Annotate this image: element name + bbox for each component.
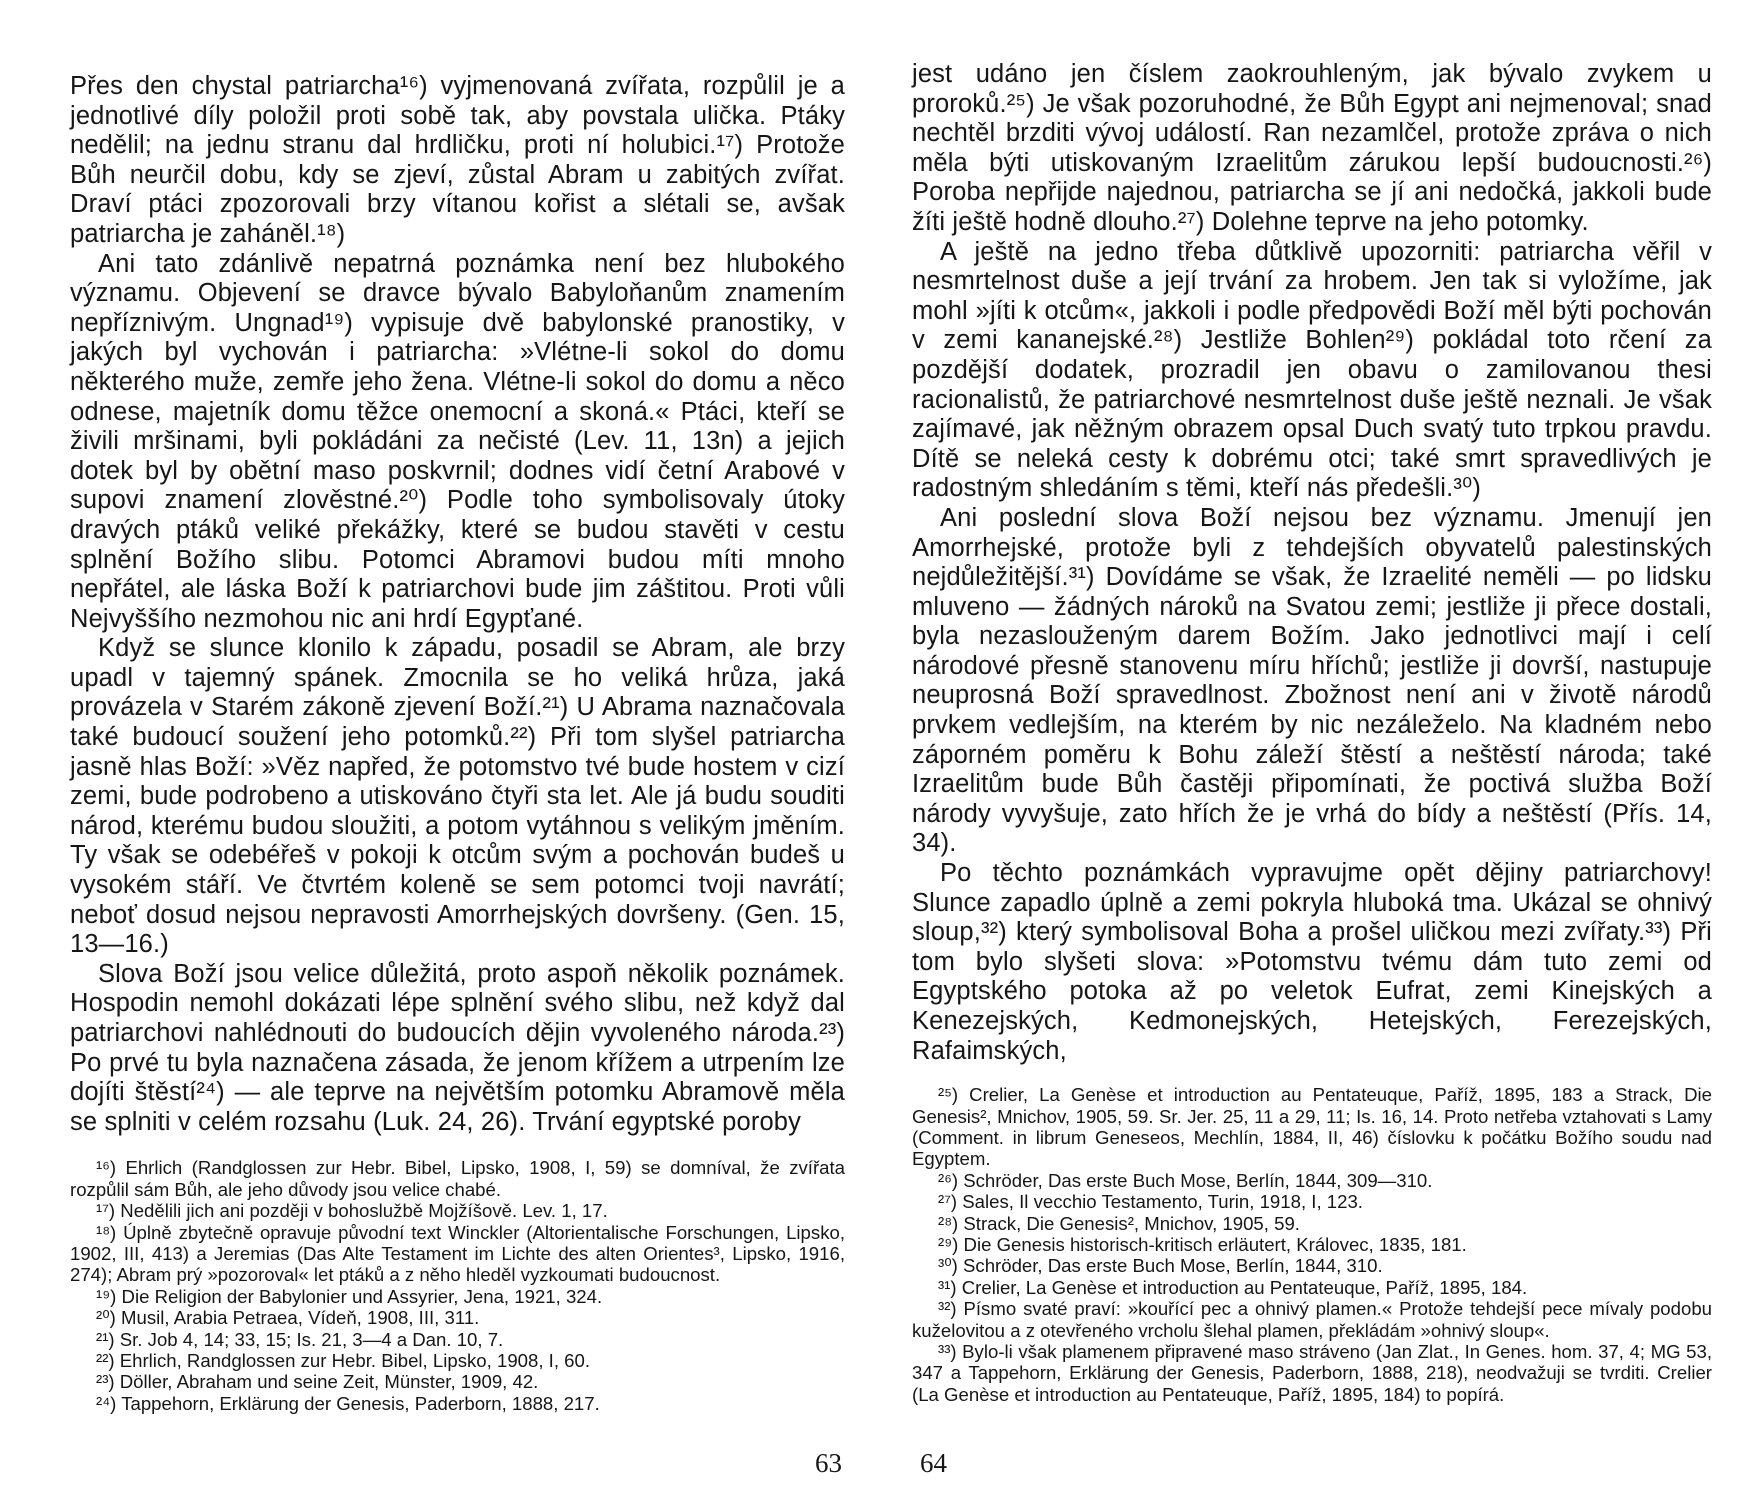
paragraph: A ještě na jedno třeba důtklivě upozorniti: patriarcha věřil v nesmrtelnost duše a její trvání za hrobem. Jen tak si vyložíme, jak mohl »jíti k otcům«, jakkoli i podle předpovědi Boží měl býti pochován v zemi kananejské.²⁸) Jestliže Bohlen²⁹) pokládal toto rčení za pozdější dodatek, prozradil jen obavu o zamilovanou thesi racionalistů, že patriarchové nesmrtelnost duše ještě neznali. Je však zajímavé, jak něžným obrazem opsal Duch svatý tuto trpkou pravdu. Dítě se neleká cesty k dobrému otci; také smrt spravedlivých je radostným shledáním s těmi, kteří nás předešli.³⁰) bbox=[912, 237, 1712, 503]
paragraph: Slova Boží jsou velice důležitá, proto aspoň několik poznámek. Hospodin nemohl dokázati lépe splnění svého slibu, než když dal patriarchovi nahlédnouti do budoucích dějin vyvoleného národa.²³) Po prvé tu byla naznačena zásada, že jenom křížem a utrpením lze dojíti štěstí²⁴) — ale teprve na největším potomku Abramově měla se splniti v celém rozsahu (Luk. 24, 26). Trvání egyptské poroby bbox=[70, 959, 845, 1136]
footnote: ¹⁸) Úplně zbytečně opravuje původní text Winckler (Altorientalische Forschungen, Lipsko, 1902, III, 413) a Jeremias (Das Alte Testament im Lichte des alten Orientes³, Lipsko, 1916, 274); Abram prý »pozoroval« let ptáků a z něho hleděl vyzkoumati budoucnost. bbox=[70, 1221, 845, 1286]
footnote: ³²) Písmo svaté praví: »kouřící pec a ohnivý plamen.« Protože tehdejší pece mívaly podobu kuželovitou a z otevřeného vrcholu šlehal plamen, překládám »ohnivý sloup«. bbox=[912, 1298, 1712, 1341]
footnote: ²⁵) Crelier, La Genèse et introduction au Pentateuque, Paříž, 1895, 183 a Strack, Die Genesis², Mnichov, 1905, 59. Sr. Jer. 25, 11 a 29, 11; Is. 16, 14. Proto netřeba vztahovati s Lamy (Comment. in librum Geneseos, Mechlín, 1884, II, 46) číslovku k počátku Božího soudu nad Egyptem. bbox=[912, 1084, 1712, 1170]
right-text-column bbox=[912, 60, 1712, 1405]
paragraph: jest udáno jen číslem zaokrouhleným, jak bývalo zvykem u proroků.²⁵) Je však pozoruhodné, že Bůh Egypt ani nejmenoval; snad nechtěl brzditi vývoj událostí. Ran nezamlčel, protože zpráva o nich měla býti utiskovaným Izraelitům zárukou lepší budoucnosti.²⁶) Poroba nepřijde najednou, patriarcha se jí ani nedočká, jakkoli bude žíti ještě hodně dlouho.²⁷) Dolehne teprve na jeho potomky. bbox=[912, 60, 1712, 236]
left-text-column bbox=[70, 72, 845, 1414]
right-page bbox=[878, 0, 1756, 1500]
footnote: ²⁸) Strack, Die Genesis², Mnichov, 1905, 59. bbox=[938, 1212, 1300, 1234]
footnote: ²³) Döller, Abraham und seine Zeit, Münster, 1909, 42. bbox=[96, 1371, 539, 1393]
paragraph: Ani tato zdánlivě nepatrná poznámka není bez hlubokého významu. Objevení se dravce bývalo Babyloňanům znamením nepříznivým. Ungnad¹⁹) vypisuje dvě babylonské pranostiky, v jakých byl vychován i patriarcha: »Vlétne-li sokol do domu některého muže, zemře jeho žena. Vlétne-li sokol do domu a něco odnese, majetník domu těžce onemocní a skoná.« Ptáci, kteří se živili mršinami, byli pokládáni za nečisté (Lev. 11, 13n) a jejich dotek byl by obětní maso poskvrnil; dodnes vidí četní Arabové v supovi znamení zlověstné.²⁰) Podle toho symbolisovaly útoky dravých ptáků veliké překážky, které se budou stavěti v cestu splnění Božího slibu. Potomci Abramovi budou míti mnoho nepřátel, ale láska Boží k patriarchovi bude jim záštitou. Proti vůli Nejvyššího nezmohou nic ani hrdí Egypťané. bbox=[70, 249, 845, 633]
footnote: ¹⁶) Ehrlich (Randglossen zur Hebr. Bibel, Lipsko, 1908, I, 59) se domníval, že zvířata rozpůlil sám Bůh, ale jeho důvody jsou velice chabé. bbox=[70, 1157, 845, 1200]
footnote: ²⁶) Schröder, Das erste Buch Mose, Berlín, 1844, 309—310. bbox=[938, 1169, 1433, 1191]
page-number: 64 bbox=[920, 1448, 947, 1478]
footnote: ¹⁹) Die Religion der Babylonier und Assyrier, Jena, 1921, 324. bbox=[96, 1285, 603, 1307]
paragraph: Ani poslední slova Boží nejsou bez významu. Jmenují jen Amorrhejské, protože byli z tehdejších obyvatelů palestinských nejdůležitější.³¹) Dovídáme se však, že Izraelité neměli — po lidsku mluveno — žádných nároků na Svatou zemi; jestliže ji přece dostali, byla nezaslouženým darem Božím. Jako jednotlivci mají i celí národové přesně stanovenu míru hříchů; jestliže ji dovrší, nastupuje neuprosná Boží spravedlnost. Zbožnost není ani v životě národů prvkem vedlejším, na kterém by nic nezáleželo. Na kladném nebo záporném poměru k Bohu záleží štěstí a neštěstí národa; také Izraelitům bude Bůh častěji připomínati, že poctivá služba Boží národy vyvyšuje, zato hřích že je vrhá do bídy a neštěstí (Přís. 14, 34). bbox=[912, 503, 1712, 858]
footnotes bbox=[912, 1084, 1712, 1405]
footnote: ³¹) Crelier, La Genèse et introduction au Pentateuque, Paříž, 1895, 184. bbox=[938, 1276, 1528, 1298]
footnote: ²⁹) Die Genesis historisch-kritisch erläutert, Královec, 1835, 181. bbox=[938, 1234, 1467, 1256]
footnotes bbox=[70, 1157, 845, 1414]
footnote: ²⁴) Tappehorn, Erklärung der Genesis, Paderborn, 1888, 217. bbox=[96, 1392, 600, 1414]
paragraph: Přes den chystal patriarcha¹⁶) vyjmenovaná zvířata, rozpůlil je a jednotlivé díly položil proti sobě tak, aby povstala ulička. Ptáky nedělil; na jednu stranu dal hrdličku, proti ní holubici.¹⁷) Protože Bůh neurčil dobu, kdy se zjeví, zůstal Abram u zabitých zvířat. Draví ptáci zpozorovali brzy vítanou kořist a slétali se, avšak patriarcha je zaháněl.¹⁸) bbox=[70, 72, 845, 248]
footnote: ²⁷) Sales, Il vecchio Testamento, Turin, 1918, I, 123. bbox=[938, 1191, 1363, 1213]
footnote: ²⁰) Musil, Arabia Petraea, Vídeň, 1908, III, 311. bbox=[96, 1307, 480, 1329]
paragraph: Po těchto poznámkách vypravujme opět dějiny patriarchovy! Slunce zapadlo úplně a zemi pokryla hluboká tma. Ukázal se ohnivý sloup,³²) který symbolisoval Boha a prošel uličkou mezi zvířaty.³³) Při tom bylo slyšeti slova: »Potomstvu tvému dám tuto zemi od Egyptského potoka až po veletok Eufrat, zemi Kinejských a Kenezejských, Kedmonejských, Hetejských, Ferezejských, Rafaimských, bbox=[912, 859, 1712, 1065]
footnote: ¹⁷) Nedělili jich ani později v bohoslužbě Mojžíšově. Lev. 1, 17. bbox=[96, 1200, 608, 1222]
footnote: ³⁰) Schröder, Das erste Buch Mose, Berlín, 1844, 310. bbox=[938, 1255, 1383, 1277]
paragraph: Když se slunce klonilo k západu, posadil se Abram, ale brzy upadl v tajemný spánek. Zmocnila se ho veliká hrůza, jaká provázela v Starém zákoně zjevení Boží.²¹) U Abrama naznačovala také budoucí soužení jeho potomků.²²) Při tom slyšel patriarcha jasně hlas Boží: »Věz napřed, že potomstvo tvé bude hostem v cizí zemi, bude podrobeno a utiskováno čtyři sta let. Ale já budu souditi národ, kterému budou sloužiti, a potom vytáhnou s velikým jměním. Ty však se odebéřeš v pokoji k otcům svým a pochován budeš u vysokém stáří. Ve čtvrtém koleně se sem potomci tvoji navrátí; neboť dosud nejsou nepravosti Amorrhejských dovršeny. (Gen. 15, 13—16.) bbox=[70, 634, 845, 959]
footnote: ²²) Ehrlich, Randglossen zur Hebr. Bibel, Lipsko, 1908, I, 60. bbox=[96, 1350, 591, 1372]
page-number: 63 bbox=[815, 1448, 842, 1478]
footnote: ³³) Bylo-li však plamenem připravené maso stráveno (Jan Zlat., In Genes. hom. 37, 4; MG 53, 347 a Tappehorn, Erklärung der Genesis, Paderborn, 1888, 218), neodvažuji se tvrditi. Crelier (La Genèse et introduction au Pentateuque, Paříž, 1895, 184) to popírá. bbox=[912, 1341, 1712, 1405]
footnote: ²¹) Sr. Job 4, 14; 33, 15; Is. 21, 3—4 a Dan. 10, 7. bbox=[96, 1328, 504, 1350]
